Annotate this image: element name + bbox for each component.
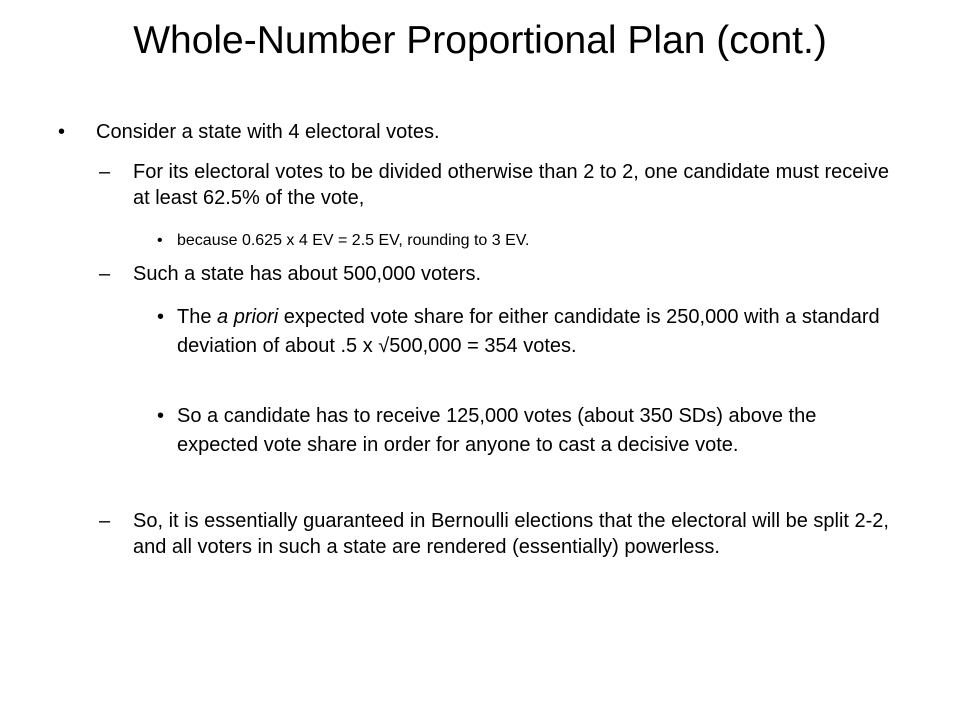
bullet-marker: • [157, 405, 165, 427]
sub-item [99, 508, 889, 560]
slide-title: Whole-Number Proportional Plan (cont.) [133, 19, 827, 62]
sub-item-text: Such a state has about 500,000 voters. [133, 263, 482, 285]
sub-item [99, 159, 889, 211]
bullet-marker: • [58, 121, 66, 143]
sub-sub-item [157, 230, 897, 252]
sub-item-text: So, it is essentially guaranteed in Bernoulli elections that the electoral will be split 2-2, and all voters in such a state are rendered (essentially) powerless. [133, 510, 889, 558]
dash-marker: – [99, 161, 111, 183]
sub-sub-item-text [157, 303, 897, 361]
dash-marker: – [99, 263, 111, 285]
sub-sub-item [157, 402, 897, 460]
sub-sub-item-text: because 0.625 x 4 EV = 2.5 EV, rounding to 3 EV. [177, 232, 530, 249]
text-post: expected vote share for either candidate is 250,000 with a standard deviation of about .5 x √500,000 = 354 votes. [177, 306, 880, 357]
bullet-marker: • [157, 232, 163, 249]
bullet-item [58, 119, 908, 145]
sub-item-text: For its electoral votes to be divided otherwise than 2 to 2, one candidate must receive at least 62.5% of the vote, [133, 161, 889, 209]
bullet-text: Consider a state with 4 electoral votes. [96, 121, 440, 143]
sub-sub-item [157, 303, 897, 361]
dash-marker: – [99, 510, 111, 532]
bullet-marker: • [157, 306, 165, 328]
sub-sub-item-text: So a candidate has to receive 125,000 votes (about 350 SDs) above the expected vote share in order for anyone to cast a decisive vote. [177, 405, 817, 456]
text-pre: The [177, 306, 218, 328]
italic-a-priori: a priori [217, 306, 279, 328]
sub-item [99, 261, 889, 287]
